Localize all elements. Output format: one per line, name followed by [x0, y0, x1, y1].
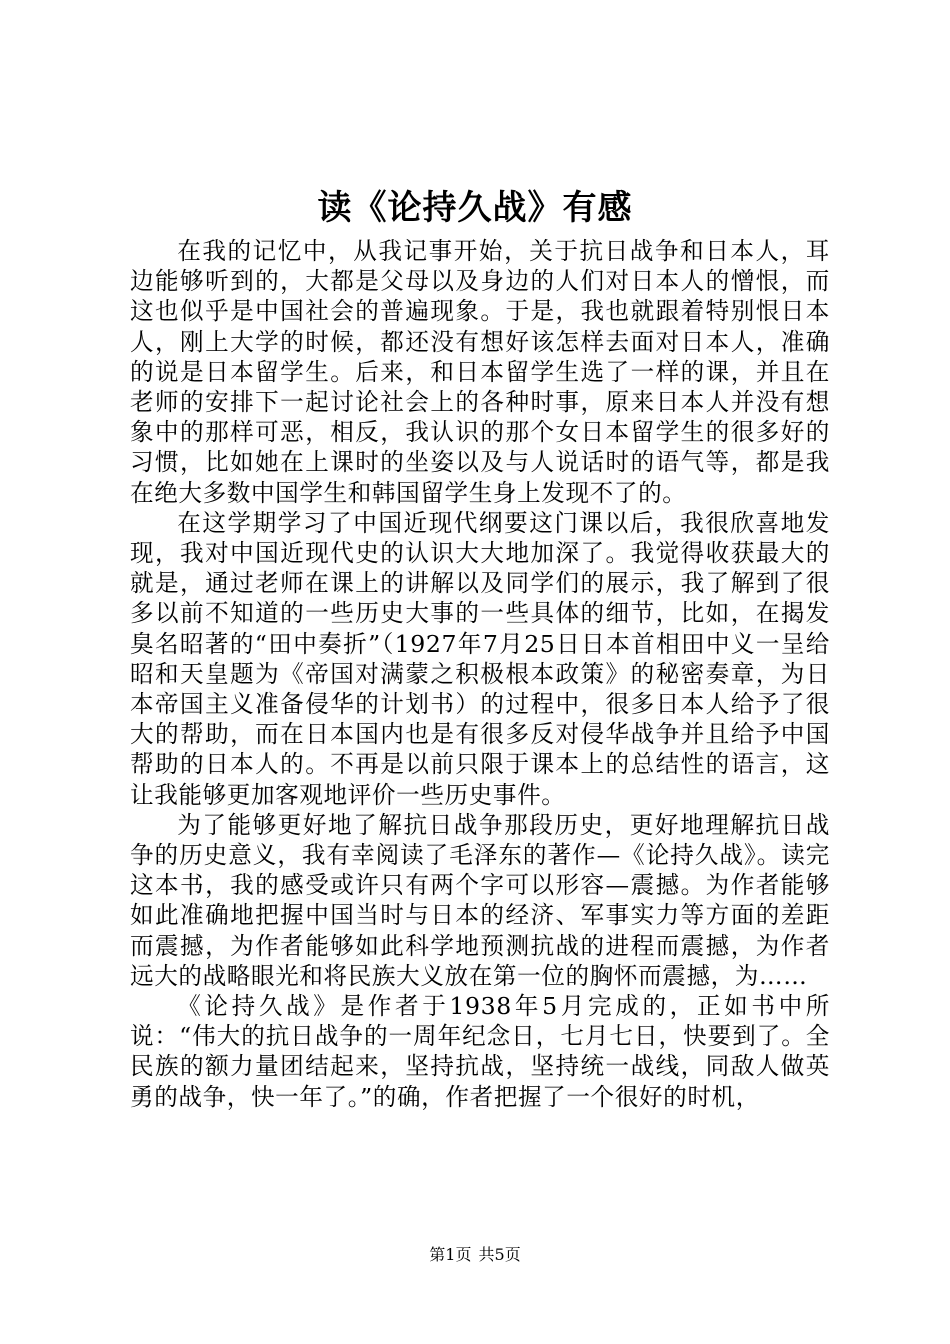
paragraph-2: 在这学期学习了中国近现代纲要这门课以后，我很欣喜地发现，我对中国近现代史的认识大大地加深了。我觉得收获最大的就是，通过老师在课上的讲解以及同学们的展示，我了解到了很多以前不知道的一些历史大事的一些具体的细节，比如，在揭发臭名昭著的“田中奏折”（1927年7月25日日本首相田中义一呈给昭和天皇题为《帝国对满蒙之积极根本政策》的秘密奏章，为日本帝国主义准备侵华的计划书）的过程中，很多日本人给予了很大的帮助，而在日本国内也是有很多反对侵华战争并且给予中国帮助的日本人的。不再是以前只限于课本上的总结性的语言，这让我能够更加客观地评价一些历史事件。 — [130, 508, 830, 809]
page-footer — [0, 1244, 950, 1266]
document-body — [130, 236, 830, 1112]
document-title: 读《论持久战》有感 — [317, 188, 633, 228]
page-number: 第1页 — [429, 1245, 472, 1264]
paragraph-4: 《论持久战》是作者于1938年5月完成的，正如书中所说：“伟大的抗日战争的一周年纪念日，七月七日，快要到了。全民族的额力量团结起来，坚持抗战，坚持统一战线，同敌人做英勇的战争，快一年了。”的确，作者把握了一个很好的时机， — [130, 992, 830, 1111]
paragraph-1: 在我的记忆中，从我记事开始，关于抗日战争和日本人，耳边能够听到的，大都是父母以及身边的人们对日本人的憎恨，而这也似乎是中国社会的普遍现象。于是，我也就跟着特别恨日本人，刚上大学的时候，都还没有想好该怎样去面对日本人，准确的说是日本留学生。后来，和日本留学生选了一样的课，并且在老师的安排下一起讨论社会上的各种时事，原来日本人并没有想象中的那样可恶，相反，我认识的那个女日本留学生的很多好的习惯，比如她在上课时的坐姿以及与人说话时的语气等，都是我在绝大多数中国学生和韩国留学生身上发现不了的。 — [130, 237, 830, 507]
page-total: 共5页 — [478, 1245, 521, 1264]
paragraph-3: 为了能够更好地了解抗日战争那段历史，更好地理解抗日战争的历史意义，我有幸阅读了毛泽东的著作—《论持久战》。读完这本书，我的感受或许只有两个字可以形容—震撼。为作者能够如此准确地把握中国当时与日本的经济、军事实力等方面的差距而震撼，为作者能够如此科学地预测抗战的进程而震撼，为作者远大的战略眼光和将民族大义放在第一位的胸怀而震撼，为…… — [130, 810, 830, 990]
